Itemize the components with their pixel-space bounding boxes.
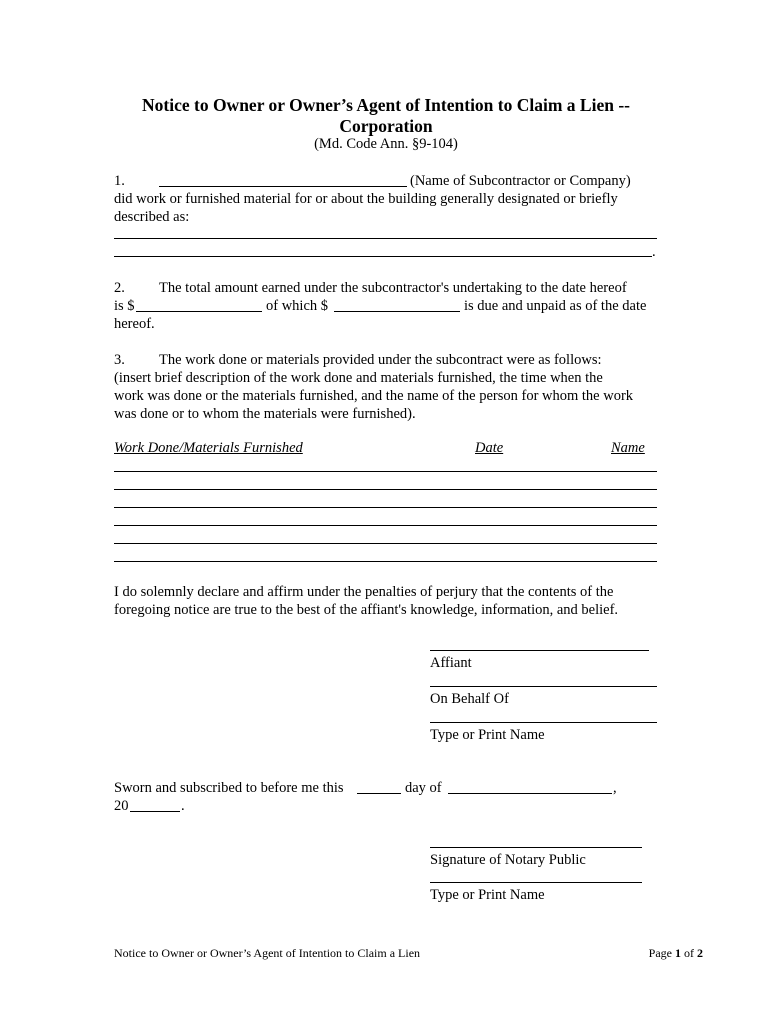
section-2-line-3: hereof. (114, 316, 155, 332)
sworn-day-of-label: day of (405, 780, 442, 796)
sworn-month-field[interactable] (448, 793, 612, 794)
section-3-line-4: was done or to whom the materials were furnished). (114, 406, 416, 422)
section-2-line-1: The total amount earned under the subcontractor's undertaking to the date hereof (159, 280, 627, 296)
affiant-signature-line[interactable] (430, 650, 649, 651)
amount-due-field[interactable] (334, 311, 460, 312)
subcontractor-name-label: (Name of Subcontractor or Company) (410, 173, 631, 189)
sworn-prefix: Sworn and subscribed to before me this (114, 780, 344, 796)
section-1-number: 1. (114, 173, 125, 189)
section-3-line-3: work was done or the materials furnished, and the name of the person for whom the work (114, 388, 634, 404)
section-1-line-2: did work or furnished material for or about the building generally designated or briefly (114, 191, 618, 207)
building-description-line-2[interactable] (114, 256, 652, 257)
sworn-day-field[interactable] (357, 793, 401, 794)
work-entry-line[interactable] (114, 543, 657, 544)
sworn-year-field[interactable] (130, 811, 180, 812)
on-behalf-of-label: On Behalf Of (430, 691, 509, 707)
page-total: 2 (697, 946, 703, 960)
page-word: Page (648, 946, 672, 960)
amount-due-label: is due and unpaid as of the date (464, 298, 647, 314)
sworn-year-period: . (181, 798, 185, 814)
work-entry-line[interactable] (114, 489, 657, 490)
description-end-period: . (652, 244, 656, 260)
title-line-2: Corporation (339, 116, 433, 136)
statute-citation: (Md. Code Ann. §9-104) (314, 136, 458, 152)
page-indicator (649, 946, 703, 961)
page-number: 1 (675, 946, 681, 960)
work-entry-line[interactable] (114, 561, 657, 562)
sworn-year-prefix: 20 (114, 798, 129, 814)
title-line-1: Notice to Owner or Owner’s Agent of Intention to Claim a Lien -- (142, 95, 630, 115)
building-description-line-1[interactable] (114, 238, 657, 239)
section-3-number: 3. (114, 352, 125, 368)
date-column-header: Date (475, 440, 504, 456)
section-2-number: 2. (114, 280, 125, 296)
notary-printed-name-line[interactable] (430, 882, 642, 883)
work-entry-line[interactable] (114, 471, 657, 472)
affiant-label: Affiant (430, 655, 472, 671)
amount-of-which-label: of which $ (266, 298, 329, 314)
section-3-line-1: The work done or materials provided under the subcontract were as follows: (159, 352, 602, 368)
work-entry-line[interactable] (114, 507, 657, 508)
document-title (114, 95, 658, 137)
amount-earned-prefix: is $ (114, 298, 135, 314)
section-3-line-2: (insert brief description of the work done and materials furnished, the time when the (114, 370, 603, 386)
notary-printed-name-label: Type or Print Name (430, 887, 545, 903)
declaration-line-1: I do solemnly declare and affirm under the penalties of perjury that the contents of the (114, 584, 614, 600)
notary-signature-label: Signature of Notary Public (430, 852, 586, 868)
work-done-column-header: Work Done/Materials Furnished (114, 440, 303, 456)
affiant-printed-name-line[interactable] (430, 722, 657, 723)
on-behalf-of-line[interactable] (430, 686, 657, 687)
name-column-header: Name (611, 440, 645, 456)
amount-earned-field[interactable] (136, 311, 262, 312)
section-1-line-3: described as: (114, 209, 190, 225)
affiant-printed-name-label: Type or Print Name (430, 727, 545, 743)
sworn-comma: , (613, 780, 617, 796)
page-of-word: of (684, 946, 694, 960)
footer-title: Notice to Owner or Owner’s Agent of Intention to Claim a Lien (114, 946, 421, 960)
notary-signature-line[interactable] (430, 847, 642, 848)
work-entry-line[interactable] (114, 525, 657, 526)
declaration-line-2: foregoing notice are true to the best of the affiant's knowledge, information, and belief. (114, 602, 619, 618)
subcontractor-name-field[interactable] (159, 186, 407, 187)
